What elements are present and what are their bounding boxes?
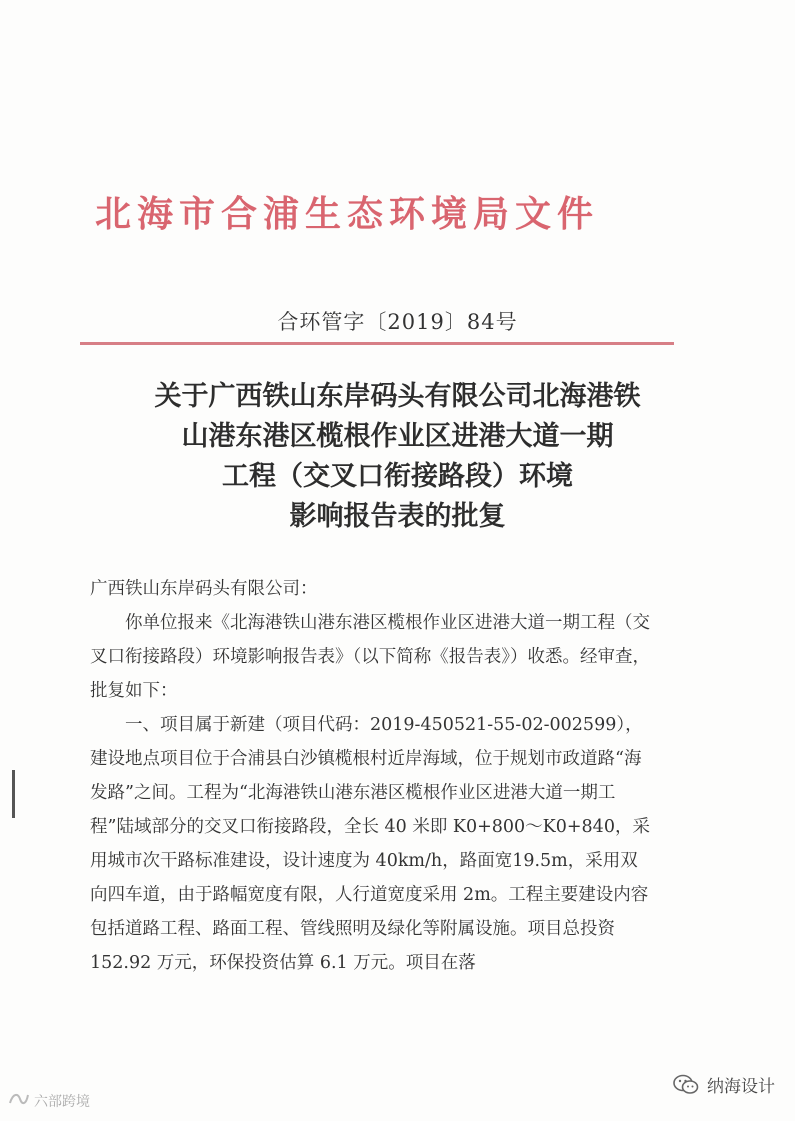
title-line: 工程（交叉口衔接路段）环境 — [222, 461, 573, 492]
document-header: 北海市合浦生态环境局文件 — [95, 194, 600, 235]
body-paragraph: 你单位报来《北海港铁山港东港区榄根作业区进港大道一期工程（交叉口衔接路段）环境影响报告表》（以下简称《报告表》）收悉。经审查，批复如下： — [90, 613, 650, 701]
body-paragraph: 一、项目属于新建（项目代码：2019-450521-55-02-002599），建设地点项目位于合浦县白沙镇榄根村近岸海域，位于规划市政道路“海发路”之间。工程为“北海港铁山港东港区榄根作业区进港大道一期工程”陆域部分的交叉口衔接路段，全长 40 米即 K0+800～K0+840，采用城市次干路标准建设，设计速度为 40km/h，路面宽19.5m，采用双向四车道，由于路幅宽度有限，人行道宽度采用 2m。工程主要建设内容包括道路工程、路面工程、管线照明及绿化等附属设施。项目总投资 152.92 万元，环保投资估算 6.1 万元。项目在落 — [90, 715, 650, 973]
wechat-icon — [673, 1074, 699, 1096]
title-line: 影响报告表的批复 — [289, 501, 506, 532]
watermark-right-text: 纳海设计 — [707, 1077, 775, 1097]
watermark-right — [673, 1072, 775, 1097]
document-body — [90, 572, 650, 980]
title-line: 山港东港区榄根作业区进港大道一期 — [181, 421, 614, 452]
logo-icon — [8, 1091, 30, 1111]
watermark-left — [8, 1091, 90, 1111]
salutation: 广西铁山东岸码头有限公司： — [90, 579, 318, 599]
document-title — [0, 377, 795, 537]
watermark-left-text: 六部跨境 — [34, 1094, 90, 1110]
title-line: 关于广西铁山东岸码头有限公司北海港铁 — [154, 381, 641, 412]
document-number: 合环管字〔2019〕84号 — [277, 310, 518, 334]
margin-mark — [12, 770, 15, 818]
red-divider — [80, 342, 674, 345]
